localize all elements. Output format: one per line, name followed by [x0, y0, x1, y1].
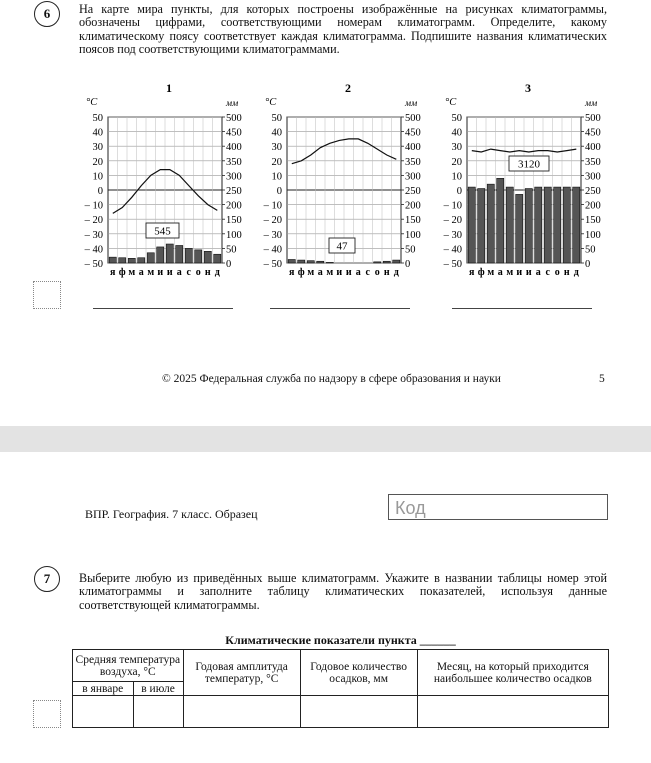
month-label: и — [516, 267, 523, 278]
precip-tick-label: 400 — [585, 142, 601, 154]
precip-tick-label: 50 — [405, 244, 416, 256]
month-label: м — [326, 267, 334, 278]
temp-tick-label: 30 — [92, 142, 103, 154]
month-label: и — [157, 267, 164, 278]
month-label: с — [365, 267, 370, 278]
month-label: д — [393, 267, 399, 278]
precipitation-bar — [147, 253, 154, 263]
month-label: а — [176, 267, 182, 278]
precipitation-bar — [478, 189, 485, 263]
temp-tick-label: 40 — [271, 127, 282, 139]
month-label: ф — [118, 267, 126, 278]
precipitation-bar — [383, 261, 390, 263]
chart-3-number: 3 — [525, 81, 531, 95]
temp-tick-label: 50 — [271, 113, 282, 124]
table-title: Климатические показатели пункта ______ — [225, 633, 456, 647]
answer-line-3[interactable] — [452, 308, 592, 309]
precipitation-bar — [506, 187, 513, 263]
month-label: и — [166, 267, 173, 278]
precip-tick-label: 300 — [585, 171, 601, 183]
precipitation-bar — [138, 258, 145, 263]
temp-tick-label: 0 — [456, 186, 462, 197]
page-number: 5 — [599, 373, 605, 385]
precipitation-bar — [204, 251, 211, 263]
code-field[interactable]: Код — [388, 494, 608, 520]
temp-tick-label: 40 — [451, 127, 462, 139]
cell-precip[interactable] — [300, 696, 417, 728]
temp-tick-label: – 40 — [84, 244, 103, 256]
page-break — [0, 426, 651, 452]
month-label: я — [469, 267, 475, 278]
precipitation-bar — [317, 261, 324, 263]
precip-unit-label: мм — [585, 99, 598, 109]
task-7-number: 7 — [34, 566, 60, 592]
cell-amplitude[interactable] — [183, 696, 300, 728]
temp-tick-label: – 20 — [84, 215, 103, 227]
temp-tick-label: 50 — [92, 113, 103, 124]
month-label: а — [535, 267, 541, 278]
month-label: а — [497, 267, 503, 278]
precip-tick-label: 50 — [226, 244, 237, 256]
temp-tick-label: 0 — [276, 186, 282, 197]
temp-tick-label: 30 — [451, 142, 462, 154]
precipitation-bar — [374, 262, 381, 263]
month-label: о — [554, 267, 560, 278]
precip-tick-label: 300 — [226, 171, 242, 183]
month-label: и — [336, 267, 343, 278]
precip-tick-label: 0 — [405, 259, 411, 270]
precip-tick-label: 450 — [585, 127, 601, 139]
precip-tick-label: 350 — [585, 156, 601, 168]
temp-tick-label: 0 — [97, 186, 103, 197]
precipitation-bar — [563, 187, 570, 263]
header-january: в январе — [73, 682, 134, 696]
temp-tick-label: – 20 — [443, 215, 462, 227]
header-july: в июле — [133, 682, 183, 696]
task-6-text: На карте мира пункты, для которых построены изображённые на рисунках климатограммы, обозначены цифрами, соответствующими номерам климатограмм. Определите, какому климатическому поясу соответствует каждая климатограмма. Подпишите названия климатических поясов под соответствующими климатограммами. — [79, 2, 607, 57]
precip-tick-label: 200 — [405, 200, 421, 212]
precipitation-bar — [109, 257, 116, 263]
temp-tick-label: 10 — [92, 171, 103, 183]
month-label: а — [138, 267, 144, 278]
precip-tick-label: 350 — [226, 156, 242, 168]
month-label: и — [525, 267, 532, 278]
precip-tick-label: 250 — [226, 186, 242, 197]
month-label: н — [204, 267, 211, 278]
precip-tick-label: 0 — [585, 259, 591, 270]
month-label: н — [563, 267, 570, 278]
precipitation-bar — [393, 260, 400, 263]
precip-unit-label: мм — [226, 99, 239, 109]
temp-tick-label: 20 — [92, 156, 103, 168]
cell-max-month[interactable] — [417, 696, 608, 728]
cell-july[interactable] — [133, 696, 183, 728]
precip-tick-label: 200 — [585, 200, 601, 212]
month-label: я — [289, 267, 295, 278]
climatograms — [0, 0, 651, 290]
annual-precip-label: 545 — [154, 225, 171, 238]
precip-tick-label: 100 — [405, 229, 421, 241]
temp-tick-label: – 40 — [443, 244, 462, 256]
temp-tick-label: 10 — [271, 171, 282, 183]
precip-tick-label: 450 — [405, 127, 421, 139]
precip-tick-label: 250 — [585, 186, 601, 197]
temp-tick-label: – 40 — [263, 244, 282, 256]
header-precip: Годовое количество осадков, мм — [300, 650, 417, 696]
chart-1-number: 1 — [166, 81, 172, 95]
month-label: м — [128, 267, 136, 278]
copyright: © 2025 Федеральная служба по надзору в сфере образования и науки — [162, 373, 501, 385]
task-7-text: Выберите любую из приведённых выше климатограмм. Укажите в названии таблицы номер этой климатограммы и заполните таблицу климатических показателей, используя данные соответствующей климатограммы. — [79, 571, 607, 612]
header-max-month: Месяц, на который приходится наибольшее количество осадков — [417, 650, 608, 696]
precipitation-bar — [573, 187, 580, 263]
precip-tick-label: 100 — [226, 229, 242, 241]
task-7-answer-box[interactable] — [33, 700, 61, 728]
temp-tick-label: 10 — [451, 171, 462, 183]
temp-tick-label: 50 — [451, 113, 462, 124]
temp-tick-label: – 50 — [84, 259, 103, 270]
precipitation-bar — [326, 262, 333, 263]
month-label: ф — [477, 267, 485, 278]
temp-tick-label: – 10 — [84, 200, 103, 212]
precipitation-bar — [128, 258, 135, 263]
precipitation-bar — [487, 184, 494, 263]
month-label: ф — [297, 267, 305, 278]
temp-tick-label: 40 — [92, 127, 103, 139]
temp-tick-label: – 30 — [84, 229, 103, 241]
precip-unit-label: мм — [405, 99, 418, 109]
precipitation-bar — [166, 244, 173, 263]
precipitation-bar — [176, 245, 183, 263]
precipitation-bar — [298, 260, 305, 263]
precip-tick-label: 150 — [226, 215, 242, 227]
month-label: и — [345, 267, 352, 278]
header-avg-temp: Средняя температура воздуха, °С — [73, 650, 184, 682]
page-header-title: ВПР. География. 7 класс. Образец — [85, 507, 258, 521]
precipitation-bar — [497, 178, 504, 263]
temp-tick-label: – 10 — [263, 200, 282, 212]
precipitation-bar — [468, 187, 475, 263]
task-6-answer-box[interactable] — [33, 281, 61, 309]
precipitation-bar — [307, 261, 314, 263]
annual-precip-label: 3120 — [518, 158, 540, 171]
temp-unit-label: °C — [265, 97, 277, 108]
cell-january[interactable] — [73, 696, 134, 728]
precip-tick-label: 100 — [585, 229, 601, 241]
precipitation-bar — [119, 258, 126, 263]
temp-tick-label: – 50 — [263, 259, 282, 270]
temp-tick-label: 30 — [271, 142, 282, 154]
precip-tick-label: 350 — [405, 156, 421, 168]
temp-tick-label: – 30 — [443, 229, 462, 241]
month-label: о — [374, 267, 380, 278]
precipitation-bar — [195, 250, 202, 263]
precip-tick-label: 150 — [405, 215, 421, 227]
temp-unit-label: °C — [86, 97, 98, 108]
month-label: с — [186, 267, 191, 278]
precip-tick-label: 500 — [226, 113, 242, 124]
precipitation-bar — [525, 189, 532, 263]
temp-tick-label: – 20 — [263, 215, 282, 227]
temp-unit-label: °C — [445, 97, 457, 108]
month-label: м — [487, 267, 495, 278]
temp-tick-label: – 10 — [443, 200, 462, 212]
answer-line-2[interactable] — [270, 308, 410, 309]
precip-tick-label: 50 — [585, 244, 596, 256]
precip-tick-label: 250 — [405, 186, 421, 197]
precip-tick-label: 300 — [405, 171, 421, 183]
task-6-number: 6 — [34, 1, 60, 27]
precipitation-bar — [288, 259, 295, 263]
precipitation-bar — [516, 194, 523, 263]
month-label: м — [307, 267, 315, 278]
month-label: м — [147, 267, 155, 278]
answer-line-1[interactable] — [93, 308, 233, 309]
climate-table — [72, 649, 609, 728]
temp-tick-label: – 30 — [263, 229, 282, 241]
month-label: н — [383, 267, 390, 278]
precip-tick-label: 400 — [405, 142, 421, 154]
month-label: д — [214, 267, 220, 278]
month-label: д — [573, 267, 579, 278]
month-label: я — [110, 267, 116, 278]
precipitation-bar — [157, 247, 164, 263]
precip-tick-label: 500 — [585, 113, 601, 124]
chart-2-number: 2 — [345, 81, 351, 95]
precipitation-bar — [535, 187, 542, 263]
precipitation-bar — [544, 187, 551, 263]
temp-tick-label: 20 — [451, 156, 462, 168]
month-label: с — [545, 267, 550, 278]
precip-tick-label: 0 — [226, 259, 232, 270]
precipitation-bar — [185, 248, 192, 263]
precip-tick-label: 450 — [226, 127, 242, 139]
month-label: м — [506, 267, 514, 278]
precipitation-bar — [554, 187, 561, 263]
header-amplitude: Годовая амплитуда температур, °С — [183, 650, 300, 696]
temp-tick-label: 20 — [271, 156, 282, 168]
month-label: а — [355, 267, 361, 278]
precip-tick-label: 150 — [585, 215, 601, 227]
annual-precip-label: 47 — [336, 240, 348, 253]
precip-tick-label: 500 — [405, 113, 421, 124]
precip-tick-label: 400 — [226, 142, 242, 154]
month-label: о — [195, 267, 201, 278]
temp-tick-label: – 50 — [443, 259, 462, 270]
month-label: а — [317, 267, 323, 278]
precipitation-bar — [214, 254, 221, 263]
precip-tick-label: 200 — [226, 200, 242, 212]
